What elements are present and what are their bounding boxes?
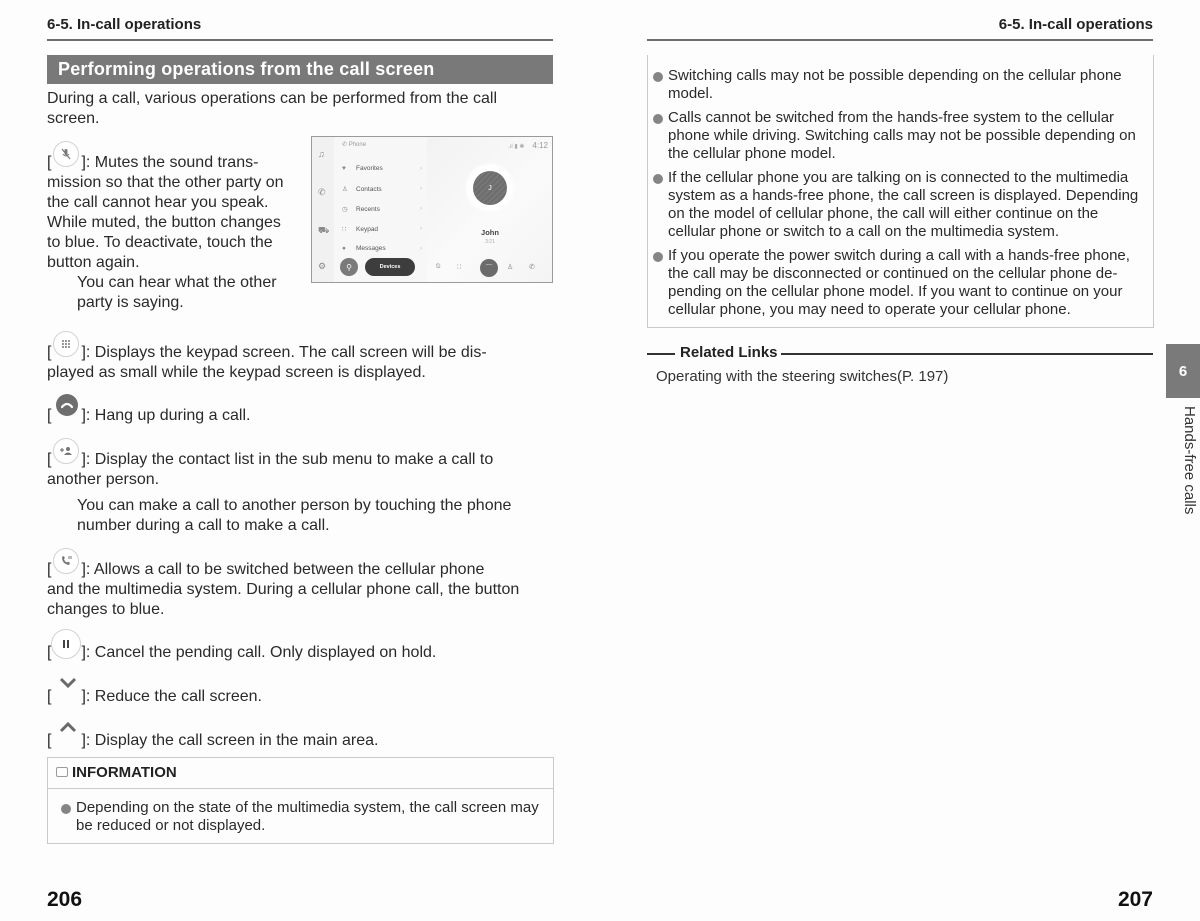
mute-microphone-icon[interactable]: ⍉ — [436, 263, 441, 270]
call-panel — [427, 137, 552, 282]
side-rail — [312, 137, 334, 282]
keypad-icon[interactable]: ∷ — [457, 264, 462, 271]
right-page — [600, 0, 1200, 921]
note-item: If you operate the power switch during a call with a hands-free phone, the call may be disconnected or continued on the cellular phone de-pending on the cellular phone model. If you want to continue on your cellular phone, you may need to operate your cellular phone. — [648, 247, 1145, 319]
chevron-right-icon: › — [419, 225, 422, 232]
chapter-tab[interactable]: 6 — [1166, 344, 1200, 398]
bullet-icon — [653, 114, 663, 124]
chevron-down-icon — [58, 676, 78, 690]
search-button[interactable] — [340, 258, 358, 276]
signal-icons: .ıl ▮ ✱ — [508, 144, 525, 150]
car-icon: ⛟ — [318, 225, 330, 235]
section-title: Performing operations from the call screen — [47, 55, 553, 84]
page-number: 206 — [47, 888, 83, 911]
hold-pause-icon — [51, 629, 81, 659]
chevron-right-icon: › — [419, 165, 422, 172]
related-links-heading: Related Links — [647, 344, 1153, 364]
caller-avatar: J — [473, 171, 507, 205]
phone-icon: ✆ — [342, 142, 349, 148]
hang-up-icon — [56, 394, 78, 416]
entry-mute: [ ]: Mutes the sound trans- mission so that the other party on the call cannot hear you speak. While muted, the button changes to blue. To deactivate, touch the button again. You can hear what the other party is saying. — [47, 153, 307, 313]
intro-paragraph: During a call, various operations can be performed from the call screen. — [47, 90, 497, 127]
keypad-icon: ∷ — [342, 226, 347, 233]
person-icon: ♙ — [342, 186, 348, 193]
switch-call-icon[interactable]: ✆ — [529, 264, 535, 271]
bullet-icon — [653, 174, 663, 184]
add-contact-icon — [53, 438, 79, 464]
mute-microphone-icon — [53, 141, 79, 167]
speech-bubble-icon — [56, 767, 68, 777]
clock-icon: ◷ — [342, 206, 348, 213]
information-box — [47, 757, 554, 844]
bullet-icon — [61, 804, 71, 814]
switch-call-icon — [53, 548, 79, 574]
add-contact-icon[interactable]: ♙ — [507, 264, 514, 271]
menu-item-favorites[interactable]: ♥ Favorites › — [342, 165, 422, 172]
information-header: INFORMATION — [48, 758, 553, 789]
devices-button[interactable]: Devices — [365, 258, 415, 276]
caller-name: John — [481, 228, 499, 237]
chevron-up-icon — [58, 720, 78, 734]
call-screen-illustration — [311, 136, 553, 283]
call-duration: 3:21 — [485, 239, 495, 245]
entry-switch-call: [ ]: Allows a call to be switched between the cellular phone and the multimedia system. During a cellular phone call, the button changes to blue. — [47, 560, 552, 620]
bullet-icon — [653, 252, 663, 262]
search-icon: ⚲ — [346, 262, 352, 272]
entry-cancel-pending: [ ]: Cancel the pending call. Only displayed on hold. — [47, 643, 552, 663]
entry-keypad: [ ]: Displays the keypad screen. The call screen will be dis- played as small while the keypad screen is displayed. — [47, 343, 552, 383]
note-item: If the cellular phone you are talking on is connected to the multimedia system as a hands-free phone, the call screen is displayed. Depending on the model of cellular phone, the call will either continue on the cellular phone or switch to a call on the multimedia system. — [648, 169, 1145, 241]
entry-reduce-screen: [ ]: Reduce the call screen. — [47, 687, 552, 707]
chevron-right-icon: › — [419, 205, 422, 212]
menu-item-messages[interactable]: ● Messages › — [342, 245, 422, 252]
chevron-right-icon: › — [419, 185, 422, 192]
entry-hang-up: [ ]: Hang up during a call. — [47, 406, 552, 426]
entry-add-contact: [ ]: Display the contact list in the sub menu to make a call to another person. You can make a call to another person by touching the phone number during a call to make a call. — [47, 450, 552, 536]
running-head: 6-5. In-call operations — [998, 16, 1153, 33]
header-divider — [47, 39, 553, 41]
related-link-steering-switches[interactable]: Operating with the steering switches(P. 197) — [656, 368, 949, 385]
entry-expand-screen: [ ]: Display the call screen in the main area. — [47, 731, 552, 751]
menu-item-recents[interactable]: ◷ Recents › — [342, 205, 422, 213]
hang-up-button[interactable] — [480, 259, 498, 277]
chapter-tab-label: Hands-free calls — [1181, 406, 1198, 515]
chevron-right-icon: › — [419, 245, 422, 252]
header-divider — [647, 39, 1153, 41]
keypad-icon — [53, 331, 79, 357]
message-icon: ● — [342, 245, 346, 252]
running-head: 6-5. In-call operations — [47, 16, 202, 33]
status-bar: .ıl ▮ ✱ 4:12 — [508, 141, 548, 150]
menu-item-keypad[interactable]: ∷ Keypad › — [342, 225, 422, 233]
phone-icon: ✆ — [318, 187, 326, 197]
notes-box — [647, 55, 1154, 328]
settings-gear-icon: ⚙ — [318, 261, 327, 271]
page-number: 207 — [1117, 888, 1153, 911]
note-item: Switching calls may not be possible depending on the cellular phone model. — [648, 67, 1145, 103]
note-item: Calls cannot be switched from the hands-free system to the cellular phone while driving. Switching calls may not be possible depending on the cellular phone model. — [648, 109, 1145, 163]
bullet-icon — [653, 72, 663, 82]
hang-up-icon: ⌒ — [485, 265, 493, 272]
menu-item-contacts[interactable]: ♙ Contacts › — [342, 185, 422, 193]
heart-icon: ♥ — [342, 165, 346, 172]
phone-header: ✆ Phone — [342, 142, 367, 148]
information-item: Depending on the state of the multimedia system, the call screen may be reduced or not displayed. — [56, 799, 545, 835]
music-icon: ♫ — [318, 149, 325, 159]
